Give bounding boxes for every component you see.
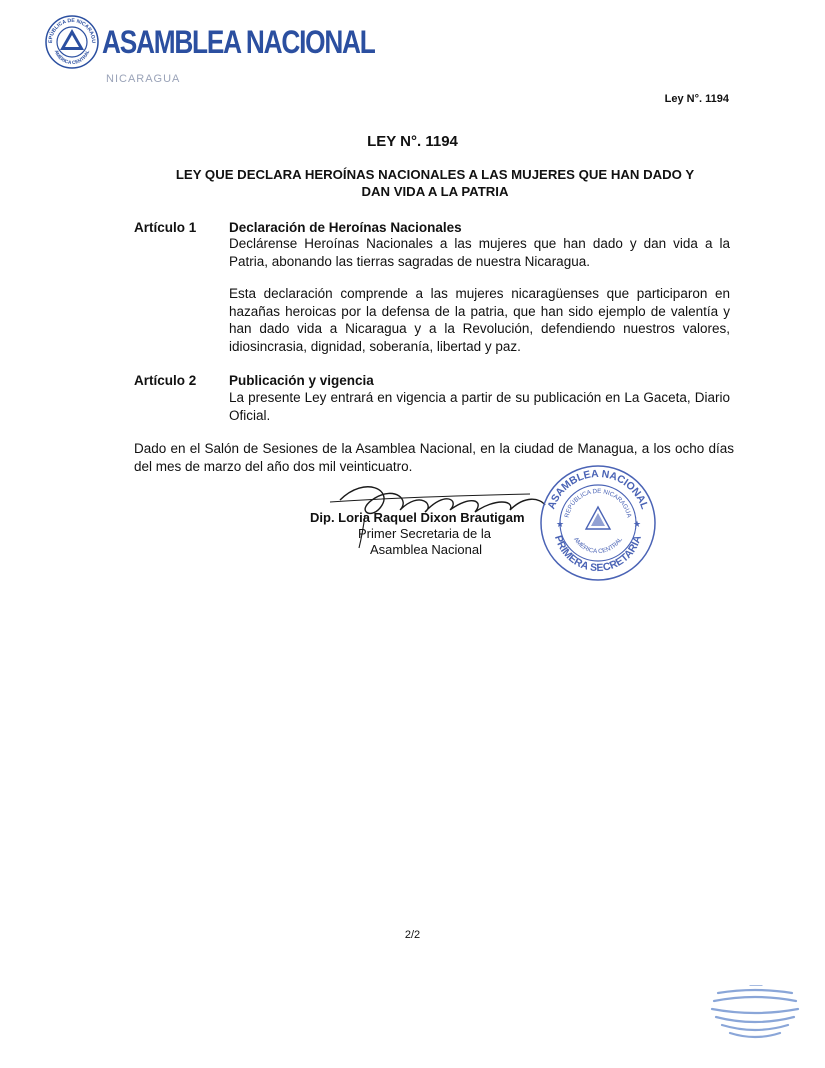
stamp-inner-bottom-text: AMÉRICA CENTRAL (572, 536, 624, 556)
closing-statement: Dado en el Salón de Sesiones de la Asamblea Nacional, en la ciudad de Managua, a los ocho días del mes de marzo del año dos mil veinticuatro. (134, 441, 734, 474)
svg-text:AMÉRICA CENTRAL (572, 536, 624, 555)
law-number: LEY N°. 1194 (367, 133, 458, 150)
stamp-star-right: ★ (633, 519, 642, 529)
article-2-label: Artículo 2 (134, 373, 197, 388)
article-1-heading: Declaración de Heroínas Nacionales (229, 220, 462, 235)
article-1-paragraph-2: Esta declaración comprende a las mujeres nicaragüenses que participaron en hazañas heroicas por la defensa de la patria, que han sido ejemplo de valentía y han dado vida a Nicaragua y a la Revolución, defendiendo nuestros valores, idiosincrasia, dignidad, soberanía, libertad y paz. (229, 286, 730, 354)
page-number: 2/2 (404, 929, 421, 941)
article-2-heading: Publicación y vigencia (229, 373, 374, 388)
stamp-inner-top-text: REPÚBLICA DE NICARAGUA (563, 487, 633, 519)
article-1-label: Artículo 1 (134, 220, 197, 235)
organization-country: NICARAGUA (106, 73, 181, 85)
article-1-paragraph-1: Declárense Heroínas Nacionales a las mujeres que han dado y dan vida a la Patria, abonando las tierras sagradas de nuestra Nicaragua. (229, 236, 730, 269)
law-title-line-1: LEY QUE DECLARA HEROÍNAS NACIONALES A LAS MUJERES QUE HAN DADO Y (175, 167, 695, 182)
signatory-role-line-1: Primer Secretaria de la (358, 526, 491, 541)
signatory-name: Dip. Loria Raquel Dixon Brautigam (310, 510, 525, 525)
stamp-outer-bottom-text: PRIMERA SECRETARIA (552, 533, 644, 575)
document-reference: Ley N°. 1194 (664, 93, 729, 105)
article-2-paragraph-1: La presente Ley entrará en vigencia a partir de su publicación en La Gaceta, Diario Oficial. (229, 390, 730, 423)
stamp-star-left: ★ (556, 519, 565, 529)
signatory-role-line-2: Asamblea Nacional (370, 542, 483, 557)
organization-name: ASAMBLEA NACIONAL (102, 24, 375, 60)
law-title (135, 166, 735, 200)
law-title-line-2: DAN VIDA A LA PATRIA (361, 184, 509, 199)
stamp-outer-top-text: ASAMBLEA NACIONAL (545, 467, 651, 511)
seal-top-text: EPÚBLICA DE NICARAGU (47, 17, 97, 44)
nicaragua-seal-logo (44, 14, 100, 70)
official-stamp (538, 463, 658, 583)
assembly-arcs-logo (700, 985, 810, 1045)
seal-bottom-text: AMÉRICA CENTRAL (52, 49, 92, 67)
